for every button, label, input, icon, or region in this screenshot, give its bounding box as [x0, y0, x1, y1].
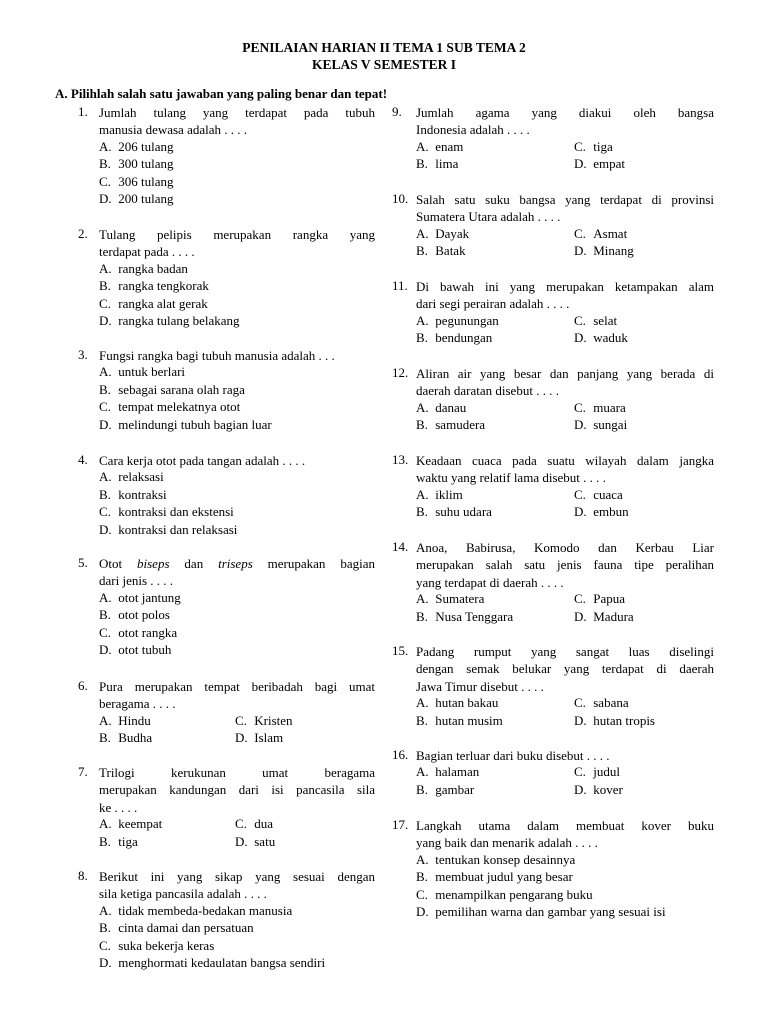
- option-text: rangka badan: [118, 260, 188, 276]
- option-b: [99, 920, 254, 936]
- option-letter: A.: [99, 260, 112, 276]
- question-stem-line: yang baik dan menarik adalah . . . .: [416, 835, 598, 851]
- option-c: [574, 139, 613, 155]
- question-stem-line: yang terdapat di daerah . . . .: [416, 574, 564, 590]
- option-letter: A.: [416, 764, 429, 780]
- question-stem-line: Trilogi kerukunan umat beragama: [99, 765, 375, 780]
- question-stem-line: dari jenis . . . .: [99, 573, 174, 589]
- option-letter: B.: [416, 781, 428, 797]
- option-text: untuk berlari: [118, 364, 186, 380]
- option-letter: D.: [574, 712, 587, 728]
- option-letter: D.: [574, 781, 587, 797]
- option-text: judul: [593, 764, 620, 780]
- option-d: [235, 834, 275, 850]
- option-letter: B.: [416, 504, 428, 520]
- option-b: [416, 869, 573, 885]
- option-letter: B.: [99, 833, 111, 849]
- option-text: keempat: [118, 816, 163, 832]
- option-d: [574, 782, 623, 798]
- option-d: [416, 904, 666, 920]
- option-letter: D.: [574, 417, 587, 433]
- option-letter: A.: [416, 312, 429, 328]
- option-text: membuat judul yang besar: [435, 869, 573, 885]
- option-letter: A.: [416, 591, 429, 607]
- option-text: Batak: [435, 243, 466, 259]
- option-c: [99, 296, 208, 312]
- option-a: [416, 695, 498, 711]
- option-a: [99, 713, 151, 729]
- question-number: 2.: [78, 226, 88, 241]
- option-letter: C.: [99, 624, 111, 640]
- question-number: 12.: [392, 365, 409, 380]
- option-a: [416, 591, 484, 607]
- option-text: kontraksi dan ekstensi: [118, 504, 234, 520]
- option-text: Sumatera: [435, 591, 485, 607]
- option-b: [416, 417, 485, 433]
- option-b: [416, 609, 513, 625]
- option-text: 300 tulang: [118, 156, 174, 172]
- option-text: lima: [435, 156, 459, 172]
- question-stem-line: Bagian terluar dari buku disebut . . . .: [416, 748, 610, 763]
- option-text: otot polos: [118, 607, 170, 623]
- question-stem-line: waktu yang relatif lama disebut . . . .: [416, 470, 606, 486]
- option-letter: B.: [416, 156, 428, 172]
- option-b: [416, 330, 492, 346]
- option-text: 306 tulang: [118, 173, 174, 189]
- option-b: [99, 487, 167, 503]
- option-letter: B.: [416, 869, 428, 885]
- option-text: hutan tropis: [593, 712, 655, 728]
- option-letter: D.: [99, 191, 112, 206]
- question-stem-line: ke . . . .: [99, 799, 138, 815]
- question-stem-line: Fungsi rangka bagi tubuh manusia adalah . . .: [99, 348, 335, 363]
- option-text: Budha: [118, 730, 153, 746]
- option-letter: A.: [416, 851, 429, 867]
- option-d: [99, 191, 174, 207]
- option-letter: D.: [574, 330, 587, 346]
- option-text: dua: [254, 816, 274, 832]
- option-text: sungai: [593, 417, 628, 433]
- option-text: rangka tulang belakang: [118, 313, 240, 328]
- option-letter: B.: [416, 608, 428, 624]
- option-text: Kristen: [254, 712, 293, 728]
- question-stem-line: Di bawah ini yang merupakan ketampakan alam: [416, 279, 714, 294]
- option-c: [574, 313, 617, 329]
- option-letter: C.: [99, 937, 111, 953]
- option-a: [416, 487, 463, 503]
- option-text: empat: [593, 156, 626, 172]
- option-text: satu: [254, 833, 276, 849]
- option-text: otot rangka: [118, 624, 178, 640]
- option-text: suhu udara: [435, 504, 492, 520]
- option-letter: C.: [574, 695, 586, 711]
- option-text: embun: [593, 504, 629, 520]
- option-c: [574, 487, 623, 503]
- option-letter: D.: [574, 504, 587, 520]
- option-c: [574, 764, 620, 780]
- option-b: [416, 156, 458, 172]
- question-number: 4.: [78, 452, 88, 467]
- option-b: [99, 607, 170, 623]
- option-letter: B.: [99, 730, 111, 746]
- option-text: Asmat: [593, 225, 628, 241]
- option-c: [574, 226, 627, 242]
- question-stem-line: Sumatera Utara adalah . . . .: [416, 209, 561, 225]
- option-text: bendungan: [435, 330, 493, 346]
- option-text: tiga: [118, 833, 138, 849]
- option-d: [574, 417, 627, 433]
- option-text: hutan musim: [435, 712, 503, 728]
- question-stem-line: Langkah utama dalam membuat kover buku: [416, 818, 714, 833]
- option-text: rangka alat gerak: [118, 295, 208, 311]
- option-letter: D.: [574, 156, 587, 172]
- question-stem-line: Keadaan cuaca pada suatu wilayah dalam jangka: [416, 453, 714, 468]
- option-letter: C.: [574, 312, 586, 328]
- option-letter: C.: [574, 225, 586, 241]
- option-letter: C.: [574, 138, 586, 154]
- option-letter: A.: [99, 902, 112, 918]
- option-letter: A.: [416, 486, 429, 502]
- option-text: danau: [435, 399, 467, 415]
- option-c: [99, 504, 234, 520]
- option-text: tiga: [593, 138, 613, 154]
- option-letter: A.: [99, 712, 112, 728]
- option-a: [99, 816, 162, 832]
- option-letter: A.: [416, 399, 429, 415]
- option-text: relaksasi: [118, 469, 164, 485]
- option-b: [416, 713, 503, 729]
- question-stem-line: Tulang pelipis merupakan rangka yang: [99, 227, 375, 242]
- option-letter: D.: [574, 243, 587, 259]
- option-a: [99, 139, 174, 155]
- option-a: [416, 400, 466, 416]
- question-stem-line: Jawa Timur disebut . . . .: [416, 678, 544, 694]
- option-letter: A.: [99, 364, 112, 380]
- option-letter: C.: [99, 504, 111, 520]
- option-text: otot jantung: [118, 589, 181, 605]
- option-text: sabana: [593, 695, 629, 711]
- question-number: 17.: [392, 817, 409, 832]
- option-letter: A.: [416, 138, 429, 154]
- option-letter: B.: [99, 920, 111, 936]
- option-a: [99, 590, 181, 606]
- option-c: [574, 400, 626, 416]
- question-stem-line: sila ketiga pancasila adalah . . . .: [99, 886, 267, 902]
- option-text: kover: [593, 781, 623, 797]
- option-d: [574, 330, 628, 346]
- option-letter: D.: [99, 521, 112, 537]
- option-a: [416, 139, 463, 155]
- option-letter: D.: [99, 313, 112, 328]
- question-stem-line: Berikut ini yang sikap yang sesuai dengan: [99, 869, 375, 884]
- question-stem-line: beragama . . . .: [99, 696, 176, 712]
- option-b: [99, 730, 152, 746]
- option-text: kontraksi dan relaksasi: [118, 521, 238, 537]
- question-stem-line: merupakan salah satu jenis fauna tipe peralihan: [416, 557, 714, 573]
- option-letter: C.: [416, 886, 428, 902]
- question-number: 1.: [78, 104, 88, 119]
- option-letter: B.: [416, 417, 428, 433]
- option-letter: C.: [99, 173, 111, 189]
- option-b: [99, 156, 174, 172]
- question-stem-line: merupakan kandungan dari isi pancasila sila: [99, 782, 375, 798]
- option-letter: A.: [99, 138, 112, 154]
- option-text: gambar: [435, 781, 475, 797]
- option-text: samudera: [435, 417, 486, 433]
- option-letter: B.: [99, 486, 111, 502]
- option-a: [416, 226, 469, 242]
- option-letter: C.: [574, 399, 586, 415]
- option-letter: B.: [416, 243, 428, 259]
- option-letter: B.: [99, 607, 111, 623]
- option-letter: A.: [99, 589, 112, 605]
- option-d: [574, 609, 634, 625]
- option-letter: B.: [99, 381, 111, 397]
- option-text: Papua: [593, 591, 626, 607]
- option-letter: D.: [99, 642, 112, 657]
- option-letter: D.: [235, 833, 248, 849]
- question-stem-line: dari segi perairan adalah . . . .: [416, 296, 570, 312]
- option-text: 200 tulang: [118, 191, 174, 206]
- option-text: melindungi tubuh bagian luar: [118, 416, 272, 432]
- option-text: halaman: [435, 764, 480, 780]
- option-text: kontraksi: [118, 486, 167, 502]
- option-text: cinta damai dan persatuan: [118, 920, 254, 936]
- question-number: 10.: [392, 191, 409, 206]
- question-stem-line: Salah satu suku bangsa yang terdapat di provinsi: [416, 192, 714, 207]
- option-text: selat: [593, 312, 618, 328]
- option-letter: B.: [416, 330, 428, 346]
- option-letter: D.: [416, 904, 429, 919]
- option-text: pemilihan warna dan gambar yang sesuai isi: [435, 904, 666, 919]
- option-d: [574, 504, 629, 520]
- question-number: 3.: [78, 347, 88, 362]
- option-text: pegunungan: [435, 312, 499, 328]
- option-c: [99, 625, 177, 641]
- option-d: [235, 730, 283, 746]
- option-text: sebagai sarana olah raga: [118, 381, 245, 397]
- question-number: 15.: [392, 643, 409, 658]
- page-subtitle: KELAS V SEMESTER I: [312, 57, 456, 72]
- option-text: menghormati kedaulatan bangsa sendiri: [118, 955, 326, 970]
- option-c: [99, 174, 174, 190]
- option-text: Nusa Tenggara: [435, 608, 514, 624]
- option-c: [235, 816, 273, 832]
- option-letter: D.: [574, 608, 587, 624]
- option-a: [99, 903, 292, 919]
- question-number: 9.: [392, 104, 402, 119]
- option-text: Hindu: [118, 712, 151, 728]
- question-stem-line: Anoa, Babirusa, Komodo dan Kerbau Liar: [416, 540, 714, 555]
- option-a: [99, 469, 164, 485]
- option-text: iklim: [435, 486, 463, 502]
- option-a: [416, 852, 575, 868]
- option-c: [574, 695, 629, 711]
- option-a: [99, 261, 188, 277]
- option-b: [416, 782, 474, 798]
- option-d: [99, 417, 272, 433]
- option-letter: C.: [574, 591, 586, 607]
- question-number: 16.: [392, 747, 409, 762]
- option-d: [99, 642, 171, 658]
- question-stem-line: Indonesia adalah . . . .: [416, 122, 530, 138]
- question-stem-line: Cara kerja otot pada tangan adalah . . . .: [99, 453, 306, 468]
- question-stem-line: Aliran air yang besar dan panjang yang berada di: [416, 366, 714, 381]
- option-letter: D.: [235, 730, 248, 746]
- option-letter: C.: [99, 399, 111, 415]
- question-stem-line: Jumlah agama yang diakui oleh bangsa: [416, 105, 714, 120]
- page-title: PENILAIAN HARIAN II TEMA 1 SUB TEMA 2: [242, 40, 526, 55]
- option-text: muara: [593, 399, 626, 415]
- option-a: [99, 364, 185, 380]
- section-instruction: A. Pilihlah salah satu jawaban yang paling benar dan tepat!: [55, 86, 388, 101]
- option-text: rangka tengkorak: [118, 278, 209, 294]
- option-a: [416, 764, 479, 780]
- option-d: [99, 955, 325, 971]
- option-b: [416, 504, 492, 520]
- option-letter: C.: [235, 712, 247, 728]
- option-c: [574, 591, 625, 607]
- option-letter: C.: [235, 816, 247, 832]
- option-d: [574, 156, 625, 172]
- option-letter: A.: [99, 816, 112, 832]
- option-text: tidak membeda-bedakan manusia: [118, 902, 293, 918]
- option-letter: C.: [99, 295, 111, 311]
- option-d: [99, 522, 237, 538]
- option-b: [416, 243, 466, 259]
- option-letter: B.: [99, 156, 111, 172]
- option-c: [235, 713, 293, 729]
- question-stem-line: Jumlah tulang yang terdapat pada tubuh: [99, 105, 375, 120]
- option-text: menampilkan pengarang buku: [435, 886, 593, 902]
- option-a: [416, 313, 499, 329]
- option-letter: A.: [416, 225, 429, 241]
- question-number: 5.: [78, 555, 88, 570]
- question-stem-line: terdapat pada . . . .: [99, 244, 195, 260]
- option-text: Dayak: [435, 225, 470, 241]
- option-d: [574, 713, 655, 729]
- option-text: Minang: [593, 243, 634, 259]
- option-letter: B.: [416, 712, 428, 728]
- question-stem-line: Pura merupakan tempat beribadah bagi umat: [99, 679, 375, 694]
- option-text: 206 tulang: [118, 138, 174, 154]
- option-text: Madura: [593, 608, 634, 624]
- option-letter: C.: [574, 764, 586, 780]
- question-number: 6.: [78, 678, 88, 693]
- question-number: 14.: [392, 539, 409, 554]
- option-letter: B.: [99, 278, 111, 294]
- option-text: enam: [435, 138, 464, 154]
- option-text: suka bekerja keras: [118, 937, 215, 953]
- question-number: 8.: [78, 868, 88, 883]
- question-number: 11.: [392, 278, 408, 293]
- option-letter: D.: [99, 416, 112, 432]
- question-stem-line: Otot biseps dan triseps merupakan bagian: [99, 556, 375, 571]
- question-stem-line: manusia dewasa adalah . . . .: [99, 122, 248, 138]
- option-text: Islam: [254, 730, 284, 746]
- option-text: hutan bakau: [435, 695, 499, 711]
- option-text: otot tubuh: [118, 642, 172, 657]
- question-stem-line: Padang rumput yang sangat luas diselingi: [416, 644, 714, 659]
- question-number: 7.: [78, 764, 88, 779]
- option-letter: C.: [574, 486, 586, 502]
- option-c: [99, 399, 240, 415]
- option-letter: A.: [99, 469, 112, 485]
- option-text: tempat melekatnya otot: [118, 399, 241, 415]
- question-number: 13.: [392, 452, 409, 467]
- option-b: [99, 278, 209, 294]
- option-text: tentukan konsep desainnya: [435, 851, 576, 867]
- option-text: cuaca: [593, 486, 623, 502]
- option-b: [99, 382, 245, 398]
- option-letter: A.: [416, 695, 429, 711]
- option-text: waduk: [593, 330, 628, 346]
- option-c: [99, 938, 214, 954]
- option-c: [416, 887, 593, 903]
- option-letter: D.: [99, 955, 112, 970]
- question-stem-line: daerah daratan disebut . . . .: [416, 383, 559, 399]
- option-d: [99, 313, 240, 329]
- option-d: [574, 243, 634, 259]
- question-stem-line: dengan semak belukar yang terdapat di daerah: [416, 661, 714, 677]
- option-b: [99, 834, 138, 850]
